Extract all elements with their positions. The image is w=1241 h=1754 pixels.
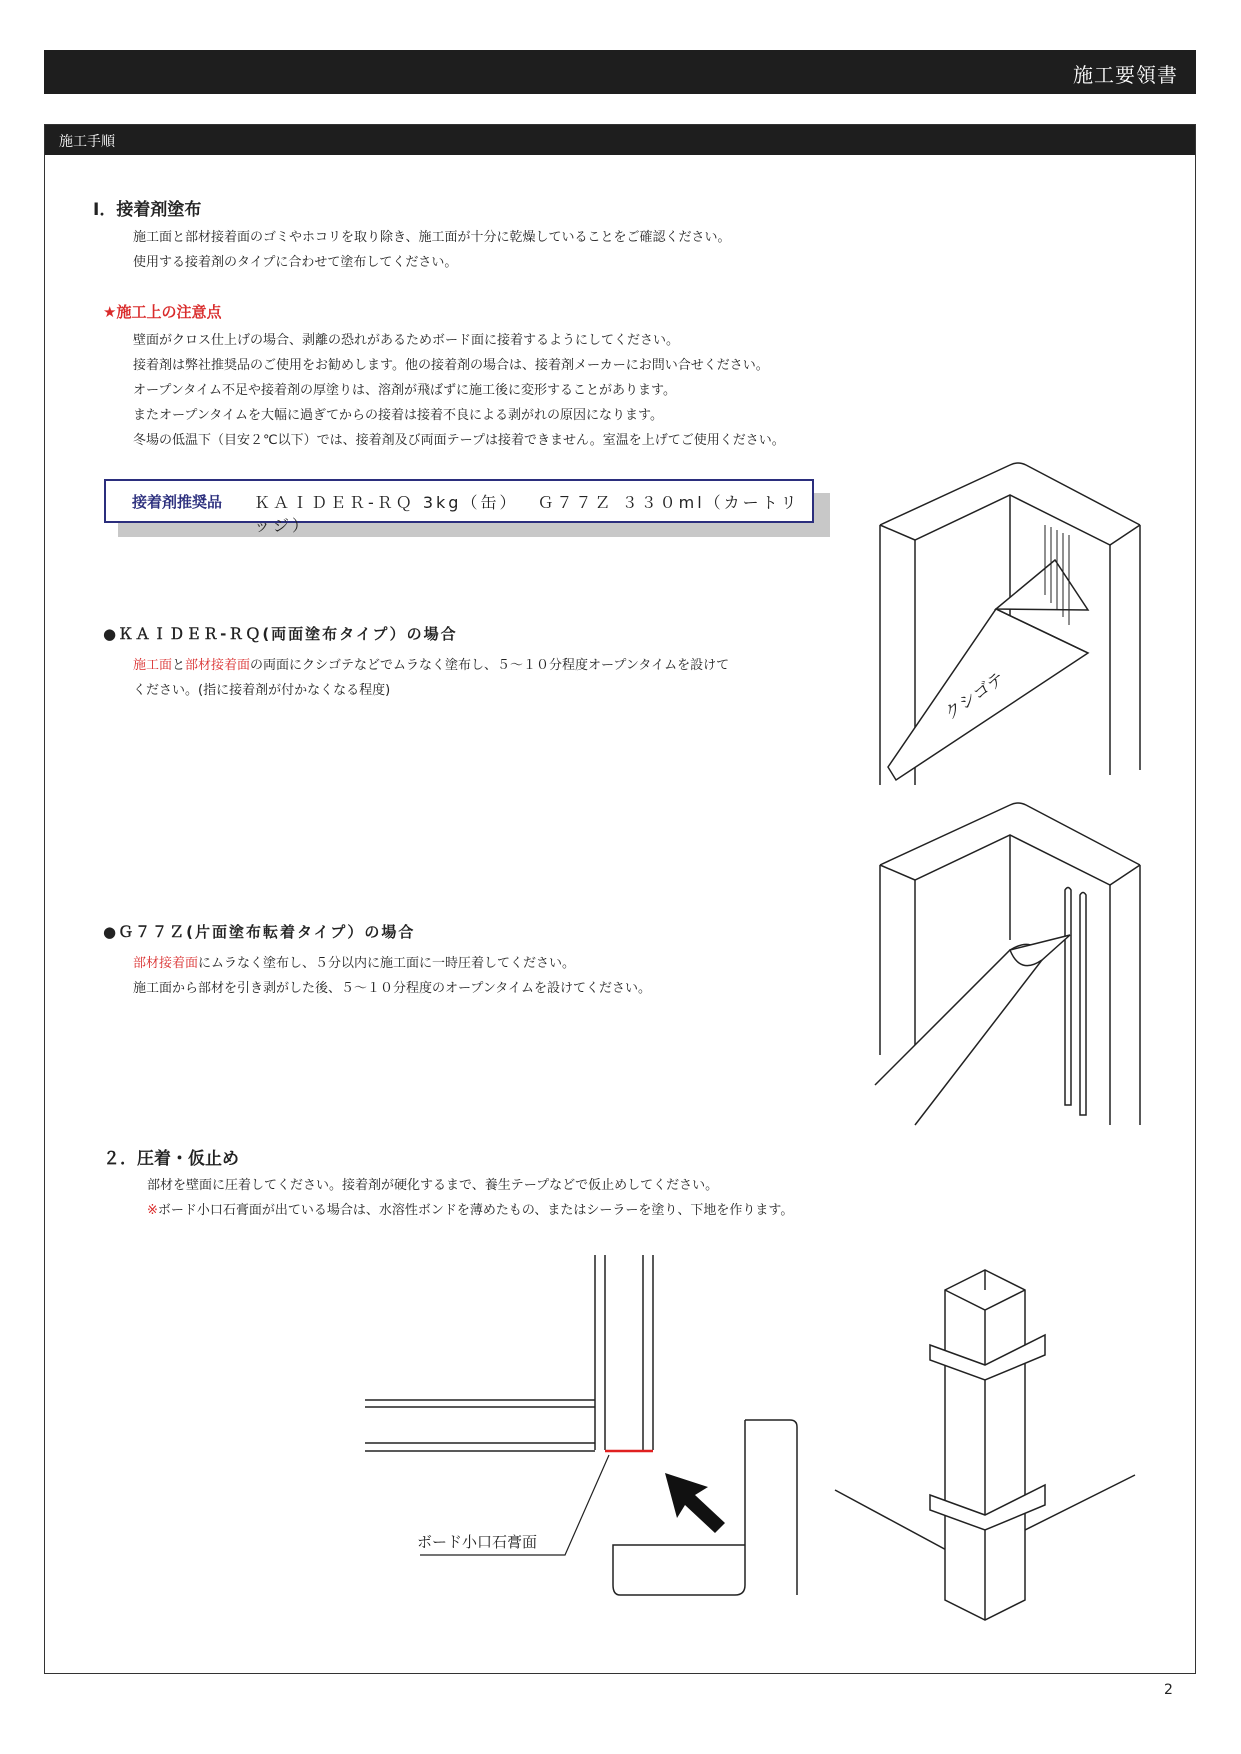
board-edge-illustration	[365, 1255, 805, 1615]
step2-line-1: 部材を壁面に圧着してください。接着剤が硬化するまで、養生テープなどで仮止めしてください。	[147, 1178, 719, 1193]
step1-heading: I．接着剤塗布	[93, 200, 202, 220]
caution-line-5: 冬場の低温下（目安２℃以下）では、接着剤及び両面テープは接着できません。室温を上げてご使用ください。	[133, 433, 785, 448]
step2-line-2	[147, 1198, 793, 1223]
kaider-highlight-surface: 施工面	[133, 658, 173, 673]
recommend-text: ＫＡＩＤＥＲ-ＲＱ 3kg（缶） Ｇ７７Ｚ ３３０ml（カートリッジ）	[254, 493, 800, 535]
caution-line-2: 接着剤は弊社推奨品のご使用をお勧めします。他の接着剤の場合は、接着剤メーカーにお問い合せください。	[133, 358, 769, 373]
comb-trowel-illustration	[870, 455, 1140, 795]
header-bar	[44, 50, 1196, 94]
caution-line-4: またオープンタイムを大幅に過ぎてからの接着は接着不良による剥がれの原因になります。	[133, 408, 664, 423]
g77z-highlight-member: 部材接着面	[133, 956, 199, 971]
page-number: 2	[1164, 1682, 1173, 1698]
recommend-box	[104, 479, 814, 535]
board-edge-label: ボード小口石膏面	[417, 1533, 538, 1551]
taping-illustration	[835, 1260, 1145, 1620]
cartridge-illustration	[870, 795, 1140, 1125]
section-bar	[45, 125, 1195, 155]
section-title: 施工手順	[59, 134, 115, 150]
document-title: 施工要領書	[1073, 63, 1178, 87]
step1-line-2: 使用する接着剤のタイプに合わせて塗布してください。	[133, 255, 458, 270]
caution-line-1: 壁面がクロス仕上げの場合、剥離の恐れがあるためボード面に接着するようにしてください。	[133, 333, 680, 348]
step2-heading: ２．圧着・仮止め	[103, 1149, 239, 1169]
step2-line-2-rest: ボード小口石膏面が出ている場合は、水溶性ボンドを薄めたもの、またはシーラーを塗り、下地を作ります。	[157, 1203, 794, 1218]
g77z-heading: ●Ｇ７７Ｚ(片面塗布転着タイプ）の場合	[103, 923, 416, 941]
kaider-heading: ●ＫＡＩＤＥＲ-ＲＱ(両面塗布タイプ）の場合	[103, 625, 458, 643]
kaider-line-2: ください。(指に接着剤が付かなくなる程度)	[133, 683, 391, 698]
kaider-line-1	[133, 653, 729, 678]
caution-line-3: オープンタイム不足や接着剤の厚塗りは、溶剤が飛ばずに施工後に変形することがあります。	[133, 383, 677, 398]
caution-heading: ★施工上の注意点	[103, 303, 222, 321]
kaider-highlight-member: 部材接着面	[185, 658, 251, 673]
g77z-line-1-rest: にムラなく塗布し、５分以内に施工面に一時圧着してください。	[198, 956, 576, 971]
kaider-conj: と	[172, 658, 186, 673]
press-arrow-icon	[665, 1473, 725, 1533]
recommend-label: 接着剤推奨品	[132, 493, 223, 511]
g77z-line-2: 施工面から部材を引き剥がした後、５～１０分程度のオープンタイムを設けてください。	[133, 981, 652, 996]
kaider-line-1-rest: の両面にクシゴテなどでムラなく塗布し、５～１０分程度オープンタイムを設けて	[250, 658, 730, 673]
trowel-label: クシゴテ	[941, 668, 1009, 725]
g77z-line-1	[133, 951, 575, 976]
step2-note-mark: ※	[147, 1203, 158, 1218]
step1-line-1: 施工面と部材接着面のゴミやホコリを取り除き、施工面が十分に乾燥していることをご確認ください。	[133, 230, 731, 245]
